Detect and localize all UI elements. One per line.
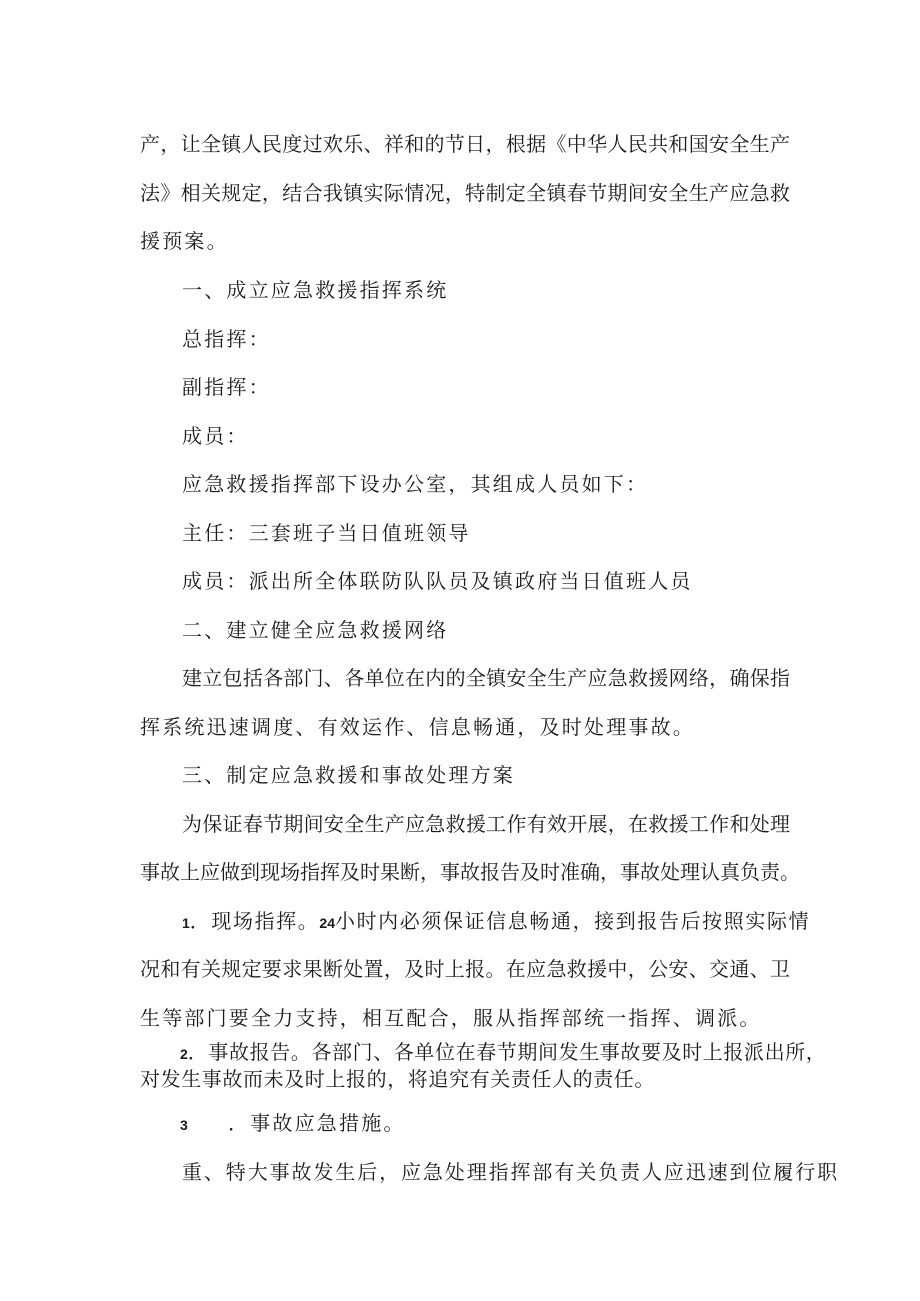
item1-line-3: 生等部门要全力支持，相互配合，服从指挥部统一指挥、调派。 [140, 1006, 762, 1030]
chief-commander-label: 总指挥： [182, 327, 271, 351]
office-director: 主任：三套班子当日值班领导 [182, 521, 471, 545]
item2-line-1 [180, 1039, 826, 1067]
item1-line-2: 况和有关规定要求果断处置，及时上报。在应急救援中，公安、交通、卫 [140, 957, 790, 981]
item3-text: ．事故应急措施。 [228, 1111, 406, 1135]
intro-line-2: 法》相关规定，结合我镇实际情况，特制定全镇春节期间安全生产应急救 [140, 181, 790, 205]
item1-text: 小时内必须保证信息畅通，接到报告后按照实际情 [334, 909, 811, 933]
section3-body-line-2: 事故上应做到现场指挥及时果断，事故报告及时准确，事故处理认真负责。 [140, 860, 800, 884]
item2-number: 2 [180, 1046, 188, 1062]
intro-line-1: 产，让全镇人民度过欢乐、祥和的节日，根据《中华人民共和国安全生产 [140, 132, 790, 156]
item2-line-2: 对发生事故而未及时上报的，将追究有关责任人的责任。 [140, 1067, 655, 1091]
item1-title: ．现场指挥。 [189, 909, 320, 933]
item3-number: 3 [180, 1117, 188, 1133]
intro-line-3: 援预案。 [140, 229, 229, 253]
section3-body-line-1: 为保证春节期间安全生产应急救援工作有效开展，在救援工作和处理 [182, 812, 790, 836]
item2-text: ．事故报告。各部门、各单位在春节期间发生事故要及时上报派出所， [187, 1040, 827, 1064]
final-line: 重、特大事故发生后，应急处理指挥部有关负责人应迅速到位履行职 [182, 1160, 839, 1184]
item3-line [180, 1110, 406, 1138]
office-description: 应急救援指挥部下设办公室，其组成人员如下： [182, 472, 649, 496]
section2-heading: 二、建立健全应急救援网络 [182, 618, 449, 642]
item1-number: 1 [182, 915, 190, 931]
section1-heading: 一、成立应急救援指挥系统 [182, 278, 449, 302]
members-label: 成员： [182, 424, 249, 448]
section3-heading: 三、制定应急救援和事故处理方案 [182, 763, 515, 787]
section2-body-line-2: 挥系统迅速调度、有效运作、信息畅通，及时处理事故。 [140, 715, 695, 739]
office-members: 成员：派出所全体联防队队员及镇政府当日值班人员 [182, 569, 693, 593]
section2-body-line-1: 建立包括各部门、各单位在内的全镇安全生产应急救援网络，确保指 [182, 666, 790, 690]
item1-line-1 [182, 908, 810, 936]
item1-hours: 24 [319, 915, 335, 931]
deputy-commander-label: 副指挥： [182, 375, 271, 399]
